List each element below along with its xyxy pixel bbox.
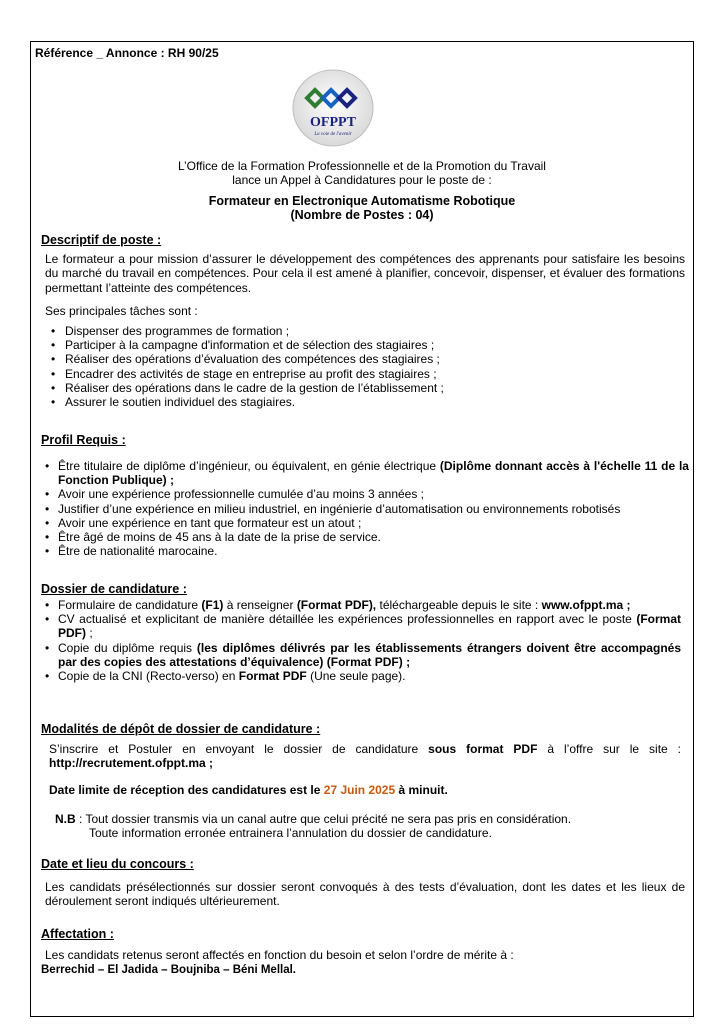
nb-note: N.B : Tout dossier transmis via un canal autre que celui précité ne sera pas pris en considération. Toute information erronée entrainera l’annulation du dossier de candidature. [55, 812, 572, 841]
logo-tagline: La voie de l'avenir [314, 132, 352, 137]
descriptif-heading: Descriptif de poste : [41, 233, 162, 247]
intro [31, 159, 693, 187]
dossier-list [41, 598, 681, 683]
list-item: • CV actualisé et explicitant de manière détaillée les expériences professionnelles en rapport avec le poste (Format PDF) ; [41, 612, 681, 640]
list-item: • Être titulaire de diplôme d’ingénieur, ou équivalent, en génie électrique (Diplôme donnant accès à l'échelle 11 de la Fonction Publique) ; [41, 459, 689, 487]
list-item: • Copie du diplôme requis (les diplômes délivrés par les établissements étrangers doivent être accompagnés par des copies des attestations d’équivalence) (Format PDF) ; [41, 641, 681, 669]
poste-title: Formateur en Electronique Automatisme Robotique [208, 194, 516, 208]
profil-heading: Profil Requis : [41, 433, 126, 447]
list-item: • Être âgé de moins de 45 ans à la date de la prise de service. [41, 530, 689, 544]
intro-line-1: L’Office de la Formation Professionnelle et de la Promotion du Travail [178, 159, 546, 173]
concours-heading: Date et lieu du concours : [41, 857, 194, 871]
list-item: • Être de nationalité marocaine. [41, 544, 689, 558]
list-item: • Avoir une expérience professionnelle cumulée d’au moins 3 années ; [41, 487, 689, 501]
announcement-frame [30, 41, 694, 1017]
list-item: • Dispenser des programmes de formation ; [45, 324, 685, 338]
recrutement-site-link[interactable]: http://recrutement.ofppt.ma ; [49, 756, 213, 771]
intro-line-2: lance un Appel à Candidatures pour le poste de : [232, 173, 492, 187]
deadline-date: 27 Juin 2025 [323, 783, 396, 797]
tasks-intro: Ses principales tâches sont : [45, 304, 198, 318]
list-item: • Justifier d’une expérience en milieu industriel, en ingénierie d’automatisation ou environnements robotisés [41, 502, 689, 516]
modalites-paragraph: S’inscrire et Postuler en envoyant le dossier de candidature sous format PDF à l’offre sur le site : http://recrutement.ofppt.ma ; [49, 742, 681, 771]
nb-label: N.B [55, 812, 76, 826]
poste-title-block [31, 194, 693, 222]
list-item: • Formulaire de candidature (F1) à renseigner (Format PDF), téléchargeable depuis le site : www.ofppt.ma ; [41, 598, 681, 612]
dossier-heading: Dossier de candidature : [41, 582, 187, 596]
affectation-cities: Berrechid – El Jadida – Boujniba – Béni Mellal. [41, 964, 296, 976]
deadline: Date limite de réception des candidatures est le 27 Juin 2025 à minuit. [49, 783, 448, 797]
descriptif-paragraph: Le formateur a pour mission d’assurer le développement des compétences des apprenants pour satisfaire les besoins du marché du travail en compétences. Pour cela il est amené à planifier, concevoir, dispenser, et évaluer des formations permettant l’atteinte des compétences. [45, 252, 685, 295]
list-item: • Encadrer des activités de stage en entreprise au profit des stagiaires ; [45, 367, 685, 381]
ofppt-logo [285, 68, 381, 148]
list-item: • Réaliser des opérations d’évaluation des compétences des stagiaires ; [45, 352, 685, 366]
list-item: • Assurer le soutien individuel des stagiaires. [45, 395, 685, 409]
poste-count: (Nombre de Postes : 04) [290, 208, 434, 222]
logo-name: OFPPT [310, 115, 356, 130]
affectation-heading: Affectation : [41, 927, 114, 941]
list-item: • Participer à la campagne d'information et de sélection des stagiaires ; [45, 338, 685, 352]
reference: Référence _ Annonce : RH 90/25 [35, 46, 219, 60]
list-item: • Avoir une expérience en tant que formateur est un atout ; [41, 516, 689, 530]
affectation-text: Les candidats retenus seront affectés en fonction du besoin et selon l’ordre de mérite à : [45, 948, 514, 962]
tasks-list [45, 324, 685, 409]
list-item: • Copie de la CNI (Recto-verso) en Format PDF (Une seule page). [41, 669, 681, 683]
concours-text: Les candidats présélectionnés sur dossier seront convoqués à des tests d’évaluation, dont les dates et les lieux de déroulement seront indiqués ultérieurement. [45, 880, 685, 909]
modalites-heading: Modalités de dépôt de dossier de candidature : [41, 722, 321, 736]
profil-list [41, 459, 689, 558]
list-item: • Réaliser des opérations dans le cadre de la gestion de l’établissement ; [45, 381, 685, 395]
ofppt-site-link[interactable]: www.ofppt.ma ; [541, 598, 631, 612]
